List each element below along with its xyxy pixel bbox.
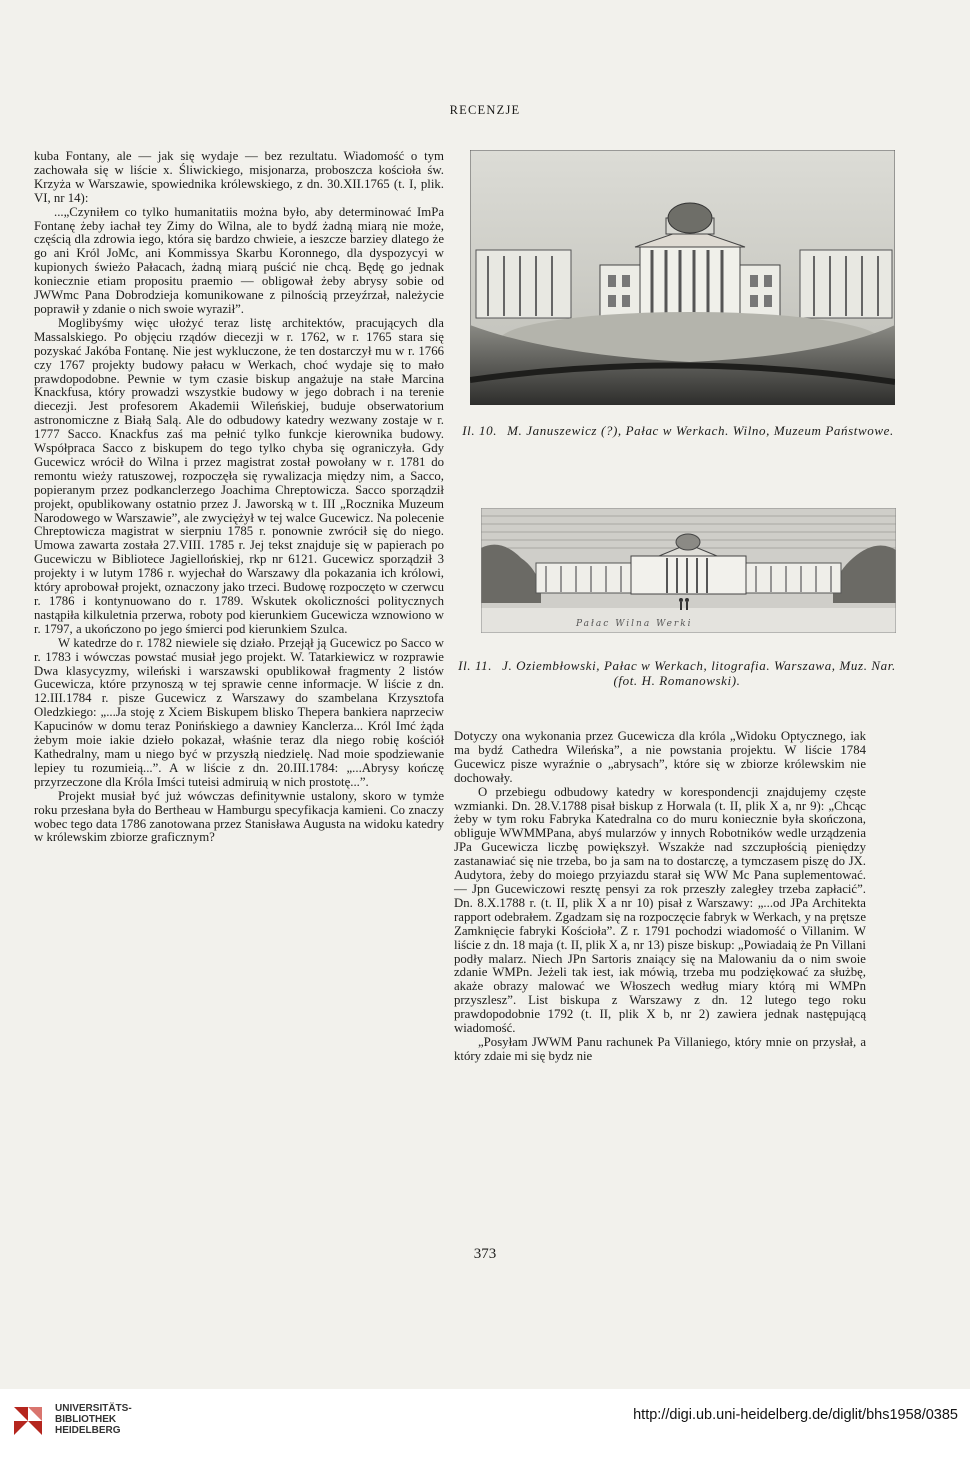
- library-name-line: HEIDELBERG: [55, 1425, 121, 1436]
- lithograph-inscription: Pałac Wilna Werki: [576, 619, 693, 629]
- palace-lithograph-image: [481, 508, 896, 633]
- university-library-logo[interactable]: [10, 1403, 46, 1439]
- paragraph: kuba Fontany, ale — jak się wydaje — bez rezultatu. Wiadomość o tym zachowała się w liście x. Śliwickiego, misjonarza, proboszcza kościoła św. Krzyża w Warszawie, spowiednika królewskiego, z dn. 30.XII.1765 (t. I, plik. VI, nr 14):: [34, 149, 444, 205]
- paragraph: „Posyłam JWWM Panu rachunek Pa Villaniego, który mnie on przysłał, a który zdaie mi się bydz nie: [454, 1034, 866, 1063]
- figure-2-label: Il. 11.: [458, 658, 493, 673]
- figure-2-caption: [452, 658, 902, 688]
- paragraph: Dotyczy ona wykonania przez Gucewicza dla króla „Widoku Optycznego, iak ma bydź Cathedra Wileńska”, a nie powstania projektu. W liście 1784 Gucewicz pisze wyraźnie o „abrysach”, które się w zbiorze królewskim nie dochowały.: [454, 729, 866, 785]
- figure-1-caption: [458, 423, 898, 438]
- paragraph: W katedrze do r. 1782 niewiele się działo. Przejął ją Gucewicz po Sacco w r. 1783 i wówczas powstać musiał jego projekt. W. Tatarkiewicz w rozprawie Dwa klasycyzmy, wileński i warszawski opublikował fragmenty 2 listów Gucewicza, które przynoszą w tej sprawie cenne informacje. W liście z dn. 12.III.1784 r. pisze Gucewicz z Warszawy do szambelana Krzysztofa Oledzkiego: „...Ja stoję z Xciem Biskupem blisko Thepera bankiera naprzeciw Kapucinów w domu teraz Ponińskiego a dawniey Kanclerza... Król Imć żąda żebym moie iakie dzieło pokazał, właśnie teraz dla niego robię kościół Kathedralny, mam u niego być w przyszłą niedzielę. Nad moie spodziewanie lepiey tu rozumieią...”. A w liście z dn. 20.III.1784: „...Abrysy kończę przyrzeczone dla Króla Imści tuteisi admiruią w nich prostotę...”.: [34, 635, 444, 789]
- library-name: [55, 1403, 132, 1436]
- library-name-line: UNIVERSITÄTS-: [55, 1403, 132, 1414]
- running-head: RECENZJE: [449, 103, 521, 117]
- source-url-link[interactable]: http://digi.ub.uni-heidelberg.de/diglit/bhs1958/0385: [633, 1407, 958, 1423]
- paragraph: O przebiegu odbudowy katedry w korespondencji znajdujemy częste wzmianki. Dn. 28.V.1788 pisał biskup z Horwala (t. II, plik X a, nr 9): „Chcąc żeby w tym roku Fabryka Katedralna co do muru koniecznie była skończona, obliguje WWMMPana, abyś mularzów y innych Robotników wedle urządzenia JPa Gucewicza liczbę powiększył. Wszakże nad szczupłością pieniędzy zastanawiać się nie trzeba, bo ja sam na to dostarczę, a tymczasem piszę do JX. Audytora, żeby do moiego przyiazdu starał się WW Mc Pana suplementować. — Jpn Gucewiczowi resztę pensyi za rok przeszły zaległey trzeba zapłacić”. Dn. 8.X.1788 r. (t. II, plik X a nr 10) pisał z Warszawy: „...od JPa Architekta rapport odebrałem. Zgadzam się na rozpoczęcie fabryk w Werkach, y na prętsze Zamknięcie fabryki Kościoła”. Z r. 1791 pochodzi wiadomość o Villanim. W liście z dn. 18 maja (t. II, plik X a, nr 13) pisze biskup: „Powiadaią że Pn Villani podły malarz. Niech JPn Sartoris znaiący się na Malowaniu da o nim swoie zdanie WMPn. Jeżeli tak iest, iak mówią, trzeba mu podziękować za służbę, akaże obrazy malować we Włoszech według miary którą mi WMPn przyszlesz”. List biskupa z Warszawy z dn. 12 lutego tego roku prawdopodobnie 1792 (t. II, plik X b, nr 2) zawiera jednak następującą wiadomość.: [454, 784, 866, 1036]
- figure-palace-lithograph: [481, 508, 896, 633]
- palace-painting-image: [470, 150, 895, 405]
- paragraph: Moglibyśmy więc ułożyć teraz listę architektów, pracujących dla Massalskiego. Po objęciu rządów diecezji w r. 1762, w r. 1765 stara się pozyskać Jakóba Fontanę. Nie jest wykluczone, że ten dostarczył mu w r. 1766 czy 1767 projekty budowy pałacu w Werkach, choć wydaje się to mało prawdopodobne. Pewnie w tym czasie biskup angażuje na stałe Marcina Knackfusa, który prowadzi wszystkie budowy w jego dobrach i na terenie diecezji. Jest profesorem Akademii Wileńskiej, buduje obserwatorium astronomiczne z Białą Salą. Ale do odbudowy katedry wezwany zostaje w r. 1777 Sacco. Knackfus zaś ma pełnić tylko funkcje kierownika budowy. Współpraca Sacco z biskupem do tego tylko chyba się ograniczyła. Gdy Gucewicz wrócił do Wilna i przez magistrat został powołany w r. 1781 do remontu wieży ratuszowej, rozpoczęła się rywalizacja między nim, a Sacco, popieranym przez podkanclerzego Joachima Chreptowicza. Sacco sporządził projekt, opublikowany ostatnio przez J. Jaworską w t. III „Rocznika Muzeum Narodowego w Warszawie”, ale zwyciężył w tej walce Gucewicz. Na polecenie Chreptowicza magistrat w sierpniu 1785 r. ponownie zwrócił się do niego. Umowa zawarta została 27.VIII. 1785 r. Jej tekst znajduje się w papierach po Gucewiczu w Bibliotece Jagiellońskiej, rkp nr 6121. Gucewicz sporządził 3 projekty i w lutym 1786 r. wyjechał do Warszawy dla pokazania ich królowi, który aprobował projekt, oznaczony jako trzeci. Budowę rozpoczęto w czerwcu r. 1786 i kontynuowano do r. 1789. Wskutek okoliczności politycznych nastąpiła kilkuletnia przerwa, roboty pod kierunkiem Gucewicza wznowiono w r. 1797, a ukończono po jego śmierci pod kierunkiem Szulca.: [34, 315, 444, 636]
- quotation-paragraph: ...„Czyniłem co tylko humanitatiis można było, aby determinować ImPa Fontanę żeby iachał tey Zimy do Wilna, ale to bydź żadną miarą nie może, częścią dla zdrowia iego, która się bardzo chwieie, a ieszcze barziey dlatego że go ani Król JoMc, ani Kommissya Skarbu Koronnego, dla dyspozycyi w kupionych świeżo Pałacach, żadną miarą puścić nie chcą. Będę go jednak koniecznie etiam propositu praemio — obligował żeby abrysy sobie od JWWmc Pana Dobrodzieja komunikowane z pilnością przeyźrzał, należycie poprawił y zdanie o nich swoie wyraził”.: [34, 204, 444, 316]
- figure-2-caption-text: J. Oziembłowski, Pałac w Werkach, litografia. Warszawa, Muz. Nar. (fot. H. Romanowski).: [502, 658, 896, 688]
- left-text-column: [34, 150, 444, 845]
- paragraph: Projekt musiał być już wówczas definitywnie ustalony, skoro w tymże roku przesłana była do Bertheau w Hamburgu specyfikacja kamieni. Co znaczy wobec tego data 1786 zanotowana przez Stanisława Augusta na widoku katedry w królewskim zbiorze graficznym?: [34, 788, 444, 845]
- figure-1-caption-text: M. Januszewicz (?), Pałac w Werkach. Wilno, Muzeum Państwowe.: [507, 423, 894, 438]
- right-text-column: [454, 730, 866, 1064]
- library-name-line: BIBLIOTHEK: [55, 1414, 117, 1425]
- figure-1-label: Il. 10.: [462, 423, 498, 438]
- digitization-footer: [0, 1389, 970, 1465]
- figure-palace-painting: [470, 150, 895, 405]
- page-number: 373: [473, 1246, 497, 1262]
